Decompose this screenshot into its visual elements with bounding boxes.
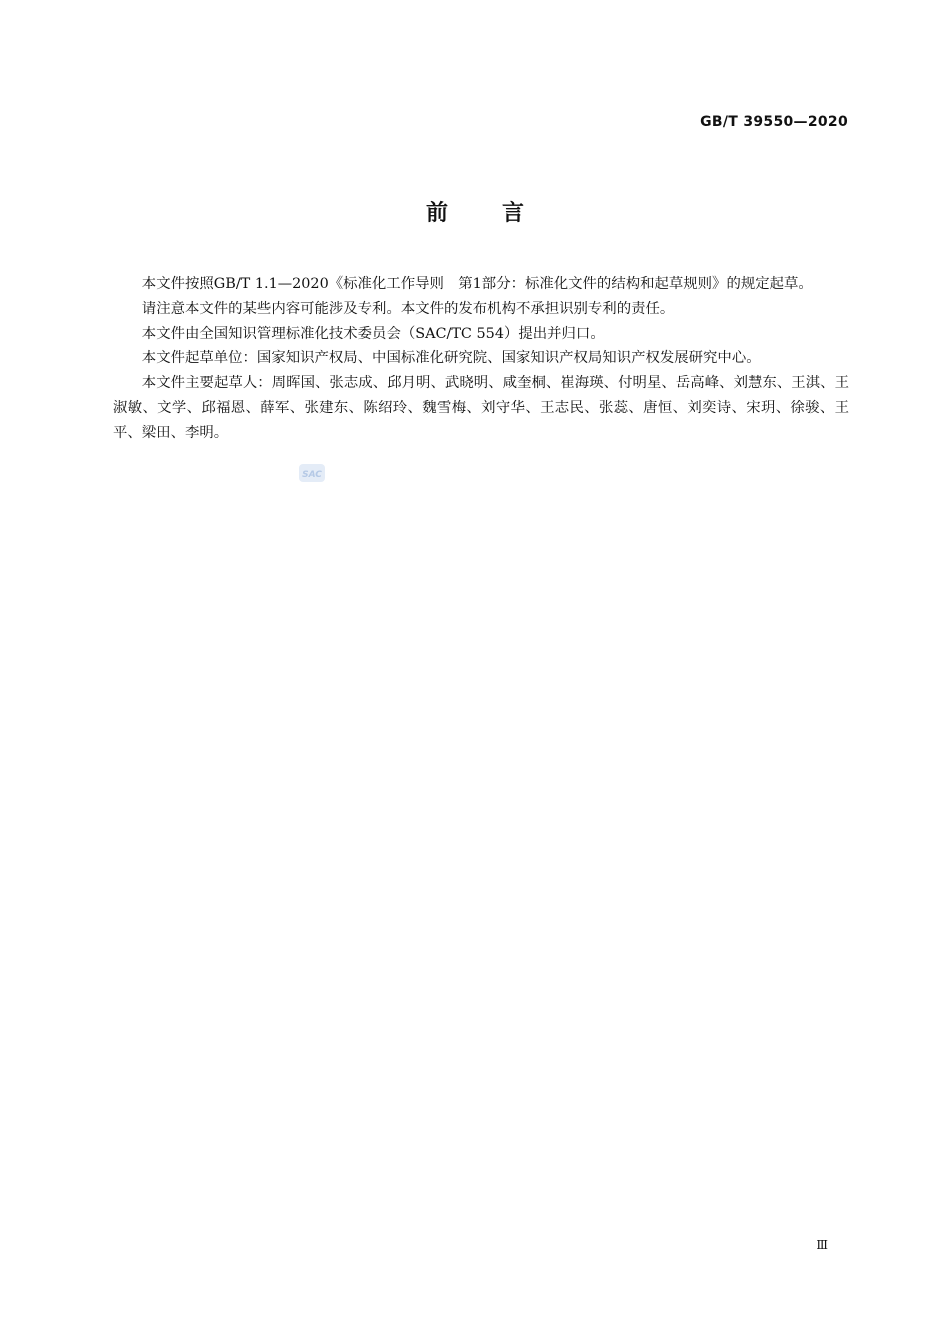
paragraph-drafting-units: 本文件起草单位：国家知识产权局、中国标准化研究院、国家知识产权局知识产权发展研究中心。 <box>141 350 761 367</box>
foreword-body <box>113 272 849 446</box>
page-number: Ⅲ <box>816 1238 828 1252</box>
standard-number: GB/T 39550—2020 <box>700 114 848 130</box>
svg-text:SAC: SAC <box>302 470 322 480</box>
paragraph-patent-notice: 请注意本文件的某些内容可能涉及专利。本文件的发布机构不承担识别专利的责任。 <box>141 300 675 317</box>
sac-watermark-logo <box>298 462 326 484</box>
title-char-2: 言 <box>502 201 525 226</box>
paragraph-proposer: 本文件由全国知识管理标准化技术委员会（SAC/TC 554）提出并归口。 <box>141 325 605 342</box>
title-char-1: 前 <box>425 201 448 226</box>
paragraph-drafting-rules: 本文件按照GB/T 1.1—2020《标准化工作导则 第1部分：标准化文件的结构和起草规则》的规定起草。 <box>141 276 813 292</box>
page-title <box>0 196 950 227</box>
paragraph-drafters: 本文件主要起草人：周晖国、张志成、邱月明、武晓明、咸奎桐、崔海瑛、付明星、岳高峰、刘慧东、王淇、王淑敏、文学、邱福恩、薛军、张建东、陈绍玲、魏雪梅、刘守华、王志民、张蕊、唐恒、刘奕诗、宋玥、徐骏、王平、梁田、李明。 <box>113 375 849 441</box>
